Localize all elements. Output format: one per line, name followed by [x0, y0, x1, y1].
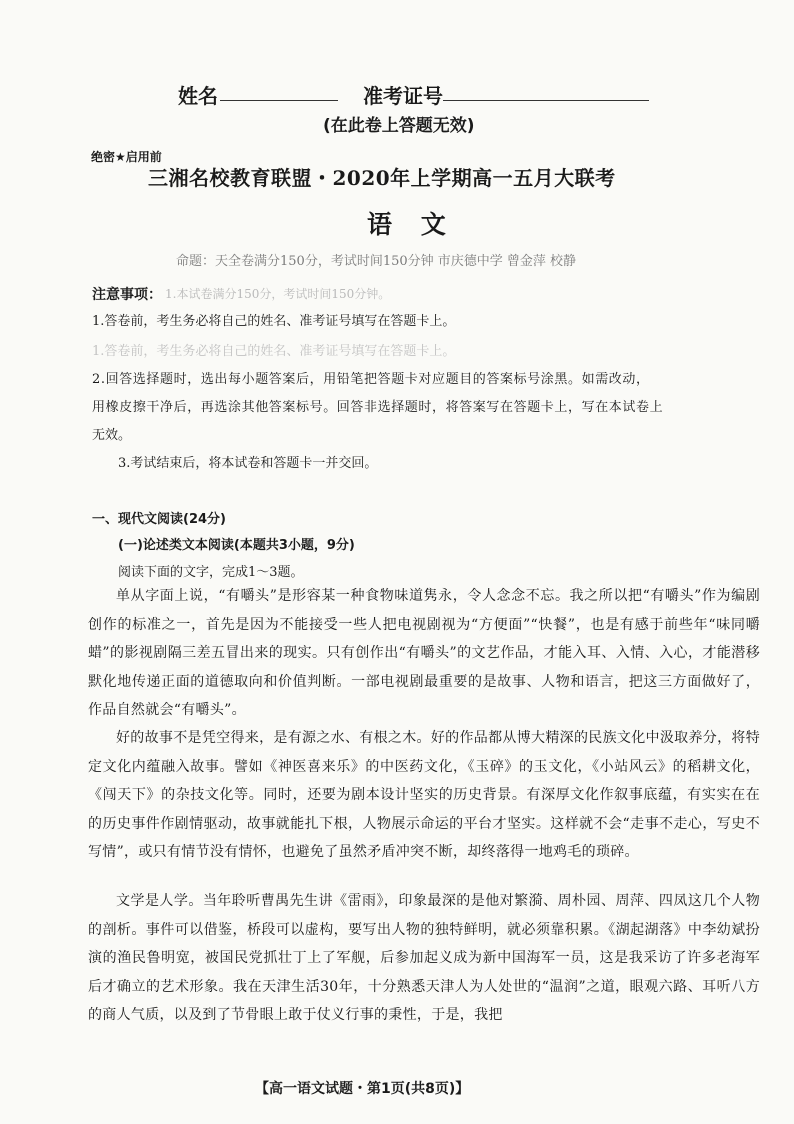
notice-item-2-line2: 用橡皮擦干净后，再选涂其他答案标号。回答非选择题时，将答案写在答题卡上，写在本试卷上 — [92, 400, 664, 415]
reading-instruction: 阅读下面的文字，完成1～3题。 — [118, 565, 304, 580]
exam-no-field[interactable] — [443, 100, 649, 101]
setter-line: 命题：天全卷满分150分，考试时间150分钟 市庆德中学 曾金萍 校静 — [176, 254, 577, 269]
notice-title-faint: 1.本试卷满分150分，考试时间150分钟。 — [165, 287, 391, 301]
section-title: 一、现代文阅读(24分) — [92, 512, 226, 527]
subject-title: 语 文 — [367, 210, 456, 239]
exam-title: 三湘名校教育联盟・2020年上学期高一五月大联考 — [148, 166, 616, 190]
name-label: 姓名 — [178, 84, 218, 108]
notice-item-2-line1: 2.回答选择题时，选出每小题答案后，用铅笔把答题卡对应题目的答案标号涂黑。如需改动， — [92, 372, 650, 387]
notice-item-1-faint: 1.答卷前，考生务必将自己的姓名、准考证号填写在答题卡上。 — [92, 344, 456, 359]
exam-no-label: 准考证号 — [363, 84, 443, 108]
body-paragraph-3: 文学是人学。当年聆听曹禺先生讲《雷雨》，印象最深的是他对繁漪、周朴园、周萍、四凤这几个人物的剖析。事件可以借鉴，桥段可以虚构，要写出人物的独特鲜明，就必须靠积累。《湖起湖落》中李幼斌扮演的渔民鲁明宽，被国民党抓壮丁上了军舰，后参加起义成为新中国海军一员，这是我采访了许多老海军后才确立的艺术形象。我在天津生活30年，十分熟悉天津人为人处世的“温润”之道，眼观六路、耳听八方的商人气质，以及到了节骨眼上敢于仗义行事的秉性，于是，我把 — [88, 893, 760, 1023]
body-paragraph-2: 好的故事不是凭空得来，是有源之水、有根之木。好的作品都从博大精深的民族文化中汲取养分，将特定文化内蕴融入故事。譬如《神医喜来乐》的中医药文化，《玉碎》的玉文化，《小站风云》的稻耕文化，《闯天下》的杂技文化等。同时，还要为剧本设计坚实的历史背景。有深厚文化作叙事底蕴，有实实在在的历史事件作剧情驱动，故事就能扎下根，人物展示命运的平台才坚实。这样就不会“走事不走心，写史不写情”，或只有情节没有情怀，也避免了虽然矛盾冲突不断，却终落得一地鸡毛的琐碎。 — [88, 730, 760, 860]
name-field[interactable] — [220, 100, 338, 101]
notice-item-1: 1.答卷前，考生务必将自己的姓名、准考证号填写在答题卡上。 — [92, 314, 456, 329]
notice-item-2-line3: 无效。 — [92, 428, 132, 443]
page-footer: 【高一语文试题・第1页(共8页)】 — [255, 1081, 470, 1097]
no-answer-note: (在此卷上答题无效) — [323, 116, 475, 136]
secret-label: 绝密★启用前 — [91, 150, 162, 164]
subsection-title: (一)论述类文本阅读(本题共3小题，9分) — [118, 538, 355, 553]
body-paragraph-1: 单从字面上说，“有嚼头”是形容某一种食物味道隽永，令人念念不忘。我之所以把“有嚼头”作为编剧创作的标准之一，首先是因为不能接受一些人把电视剧视为“方便面”“快餐”，也是有感于前些年“味同嚼蜡”的影视剧隔三差五冒出来的现实。只有创作出“有嚼头”的文艺作品，才能入耳、入情、入心，才能潜移默化地传递正面的道德取向和价值判断。一部电视剧最重要的是故事、人物和语言，把这三方面做好了，作品自然就会“有嚼头”。 — [88, 588, 760, 718]
notice-item-3: 3.考试结束后，将本试卷和答题卡一并交回。 — [118, 456, 378, 471]
notice-title: 注意事项： — [92, 287, 162, 303]
